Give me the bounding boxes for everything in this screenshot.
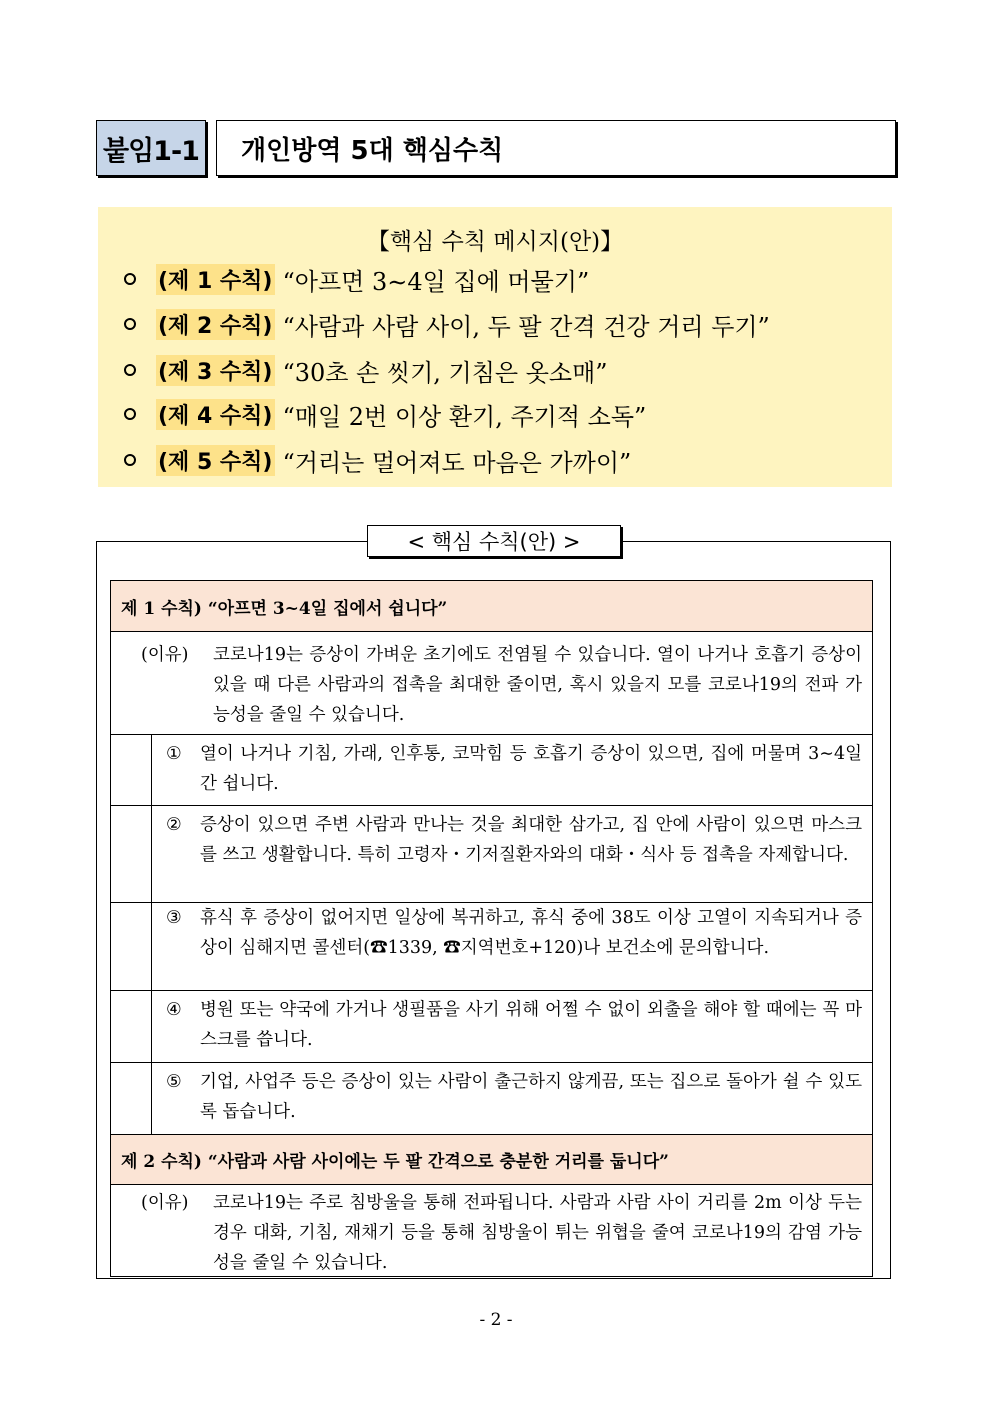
rule1-heading: 제 1 수칙) “아프면 3~4일 집에서 쉽니다” bbox=[111, 581, 872, 631]
rule2-heading: 제 2 수칙) “사람과 사람 사이에는 두 팔 간격으로 충분한 거리를 둡니다” bbox=[111, 1134, 872, 1184]
rule1-item-3 bbox=[111, 902, 872, 990]
rule1-item-4 bbox=[111, 990, 872, 1062]
item-text: 기업, 사업주 등은 증상이 있는 사람이 출근하지 않게끔, 또는 집으로 돌아가 쉴 수 있도록 돕습니다. bbox=[200, 1072, 862, 1122]
rule1-item-5 bbox=[111, 1062, 872, 1134]
item-text: 휴식 후 증상이 없어지면 일상에 복귀하고, 휴식 중에 38도 이상 고열이 지속되거나 증상이 심해지면 콜센터(☎1339, ☎지역번호+120)나 보건소에 문의합니다. bbox=[200, 908, 862, 958]
indent-cell bbox=[111, 903, 152, 990]
page-title-text: 개인방역 5대 핵심수칙 bbox=[241, 135, 504, 166]
circle-bullet-icon bbox=[124, 318, 136, 330]
reason-text: 코로나19는 증상이 가벼운 초기에도 전염될 수 있습니다. 열이 나거나 호흡기 증상이 있을 때 다른 사람과의 접촉을 최대한 줄이면, 혹시 있을지 모를 코로나19의 전파 가능성을 줄일 수 있습니다. bbox=[213, 645, 862, 725]
circle-bullet-icon bbox=[124, 273, 136, 285]
rule-text: “사람과 사람 사이, 두 팔 간격 건강 거리 두기” bbox=[282, 312, 770, 341]
rule-text: “아프면 3∼4일 집에 머물기” bbox=[282, 267, 590, 296]
item-text: 증상이 있으면 주변 사람과 만나는 것을 최대한 삼가고, 집 안에 사람이 있으면 마스크를 쓰고 생활합니다. 특히 고령자・기저질환자와의 대화・식사 등 접촉을 자제합니다. bbox=[200, 815, 862, 865]
rule-label: (제 1 수칙) bbox=[156, 264, 275, 295]
detail-title: < 핵심 수칙(안) > bbox=[367, 525, 621, 557]
circle-bullet-icon bbox=[124, 364, 136, 376]
item-number: ② bbox=[166, 815, 182, 835]
rule2-reason bbox=[111, 1184, 872, 1276]
indent-cell bbox=[111, 1063, 152, 1134]
reason-text: 코로나19는 주로 침방울을 통해 전파됩니다. 사람과 사람 사이 거리를 2m 이상 두는 경우 대화, 기침, 재채기 등을 통해 침방울이 튀는 위협을 줄여 코로나19의 감염 가능성을 줄일 수 있습니다. bbox=[213, 1193, 862, 1273]
rule-item-1 bbox=[124, 259, 589, 299]
reason-label: (이유) bbox=[141, 1193, 189, 1213]
detail-table bbox=[110, 580, 873, 1277]
message-box bbox=[98, 207, 892, 487]
message-box-title: 【핵심 수칙 메시지(안)】 bbox=[366, 229, 624, 255]
rule1-item-2 bbox=[111, 805, 872, 902]
rule-label: (제 3 수칙) bbox=[156, 355, 275, 386]
indent-cell bbox=[111, 735, 152, 805]
rule-label: (제 5 수칙) bbox=[156, 445, 275, 476]
item-text: 열이 나거나 기침, 가래, 인후통, 코막힘 등 호흡기 증상이 있으면, 집에 머물며 3∼4일간 쉽니다. bbox=[200, 744, 862, 794]
rule-text: “매일 2번 이상 환기, 주기적 소독” bbox=[282, 402, 647, 431]
rule-label: (제 4 수칙) bbox=[156, 399, 275, 430]
rule-item-3 bbox=[124, 350, 608, 390]
rule-item-5 bbox=[124, 440, 631, 480]
circle-bullet-icon bbox=[124, 408, 136, 420]
indent-cell bbox=[111, 806, 152, 902]
rule-label: (제 2 수칙) bbox=[156, 309, 275, 340]
item-number: ① bbox=[166, 744, 182, 764]
rule-item-2 bbox=[124, 304, 770, 344]
circle-bullet-icon bbox=[124, 454, 136, 466]
item-number: ⑤ bbox=[166, 1072, 182, 1092]
page-title bbox=[216, 120, 896, 176]
page-number: - 2 - bbox=[479, 1310, 513, 1330]
rule-text: “30초 손 씻기, 기침은 옷소매” bbox=[282, 358, 608, 387]
attachment-tag: 붙임1-1 bbox=[96, 120, 206, 176]
rule1-reason bbox=[111, 631, 872, 734]
item-text: 병원 또는 약국에 가거나 생필품을 사기 위해 어쩔 수 없이 외출을 해야 할 때에는 꼭 마스크를 씁니다. bbox=[200, 1000, 862, 1050]
rule-text: “거리는 멀어져도 마음은 가까이” bbox=[282, 448, 632, 477]
indent-cell bbox=[111, 991, 152, 1062]
reason-label: (이유) bbox=[141, 645, 189, 665]
rule-item-4 bbox=[124, 394, 646, 434]
item-number: ④ bbox=[166, 1000, 182, 1020]
item-number: ③ bbox=[166, 908, 182, 928]
rule1-item-1 bbox=[111, 734, 872, 805]
